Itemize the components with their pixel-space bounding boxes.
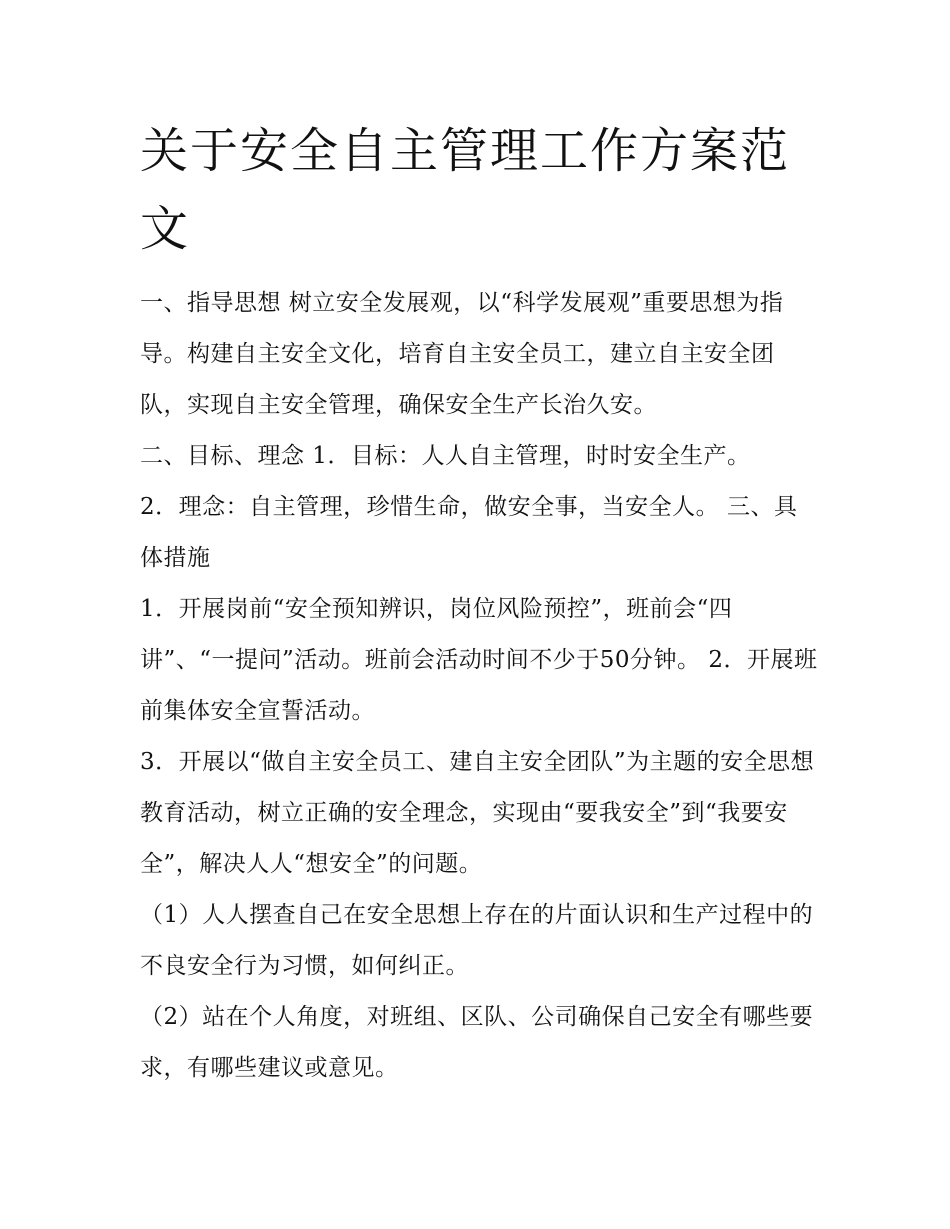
paragraph-guiding-ideology: 一、指导思想 树立安全发展观，以“科学发展观”重要思想为指导。构建自主安全文化，培育自主安全员工，建立自主安全团队，实现自主安全管理，确保安全生产长治久安。 [140,290,784,418]
paragraph-item-2: （2）站在个人角度，对班组、区队、公司确保自己安全有哪些要求，有哪些建议或意见。 [140,1004,814,1081]
document-title: 关于安全自主管理工作方案范文 [140,123,791,257]
paragraph-philosophy: 2．理念：自主管理，珍惜生命，做安全事，当安全人。 三、具体措施 [140,494,798,571]
paragraph-measure-1-2: 1．开展岗前“安全预知辨识，岗位风险预控”，班前会“四讲”、“一提问”活动。班前会活动时间不少于50分钟。 2．开展班前集体安全宣誓活动。 [140,596,818,724]
document-body [140,278,820,1094]
paragraph-measure-3: 3．开展以“做自主安全员工、建自主安全团队”为主题的安全思想教育活动，树立正确的安全理念，实现由“要我安全”到“我要安全”，解决人人“想安全”的问题。 [140,749,815,877]
paragraph-goals: 二、目标、理念 1．目标：人人自主管理，时时安全生产。 [140,443,751,469]
paragraph-item-1: （1）人人摆查自己在安全思想上存在的片面认识和生产过程中的不良安全行为习惯，如何纠正。 [140,902,814,979]
